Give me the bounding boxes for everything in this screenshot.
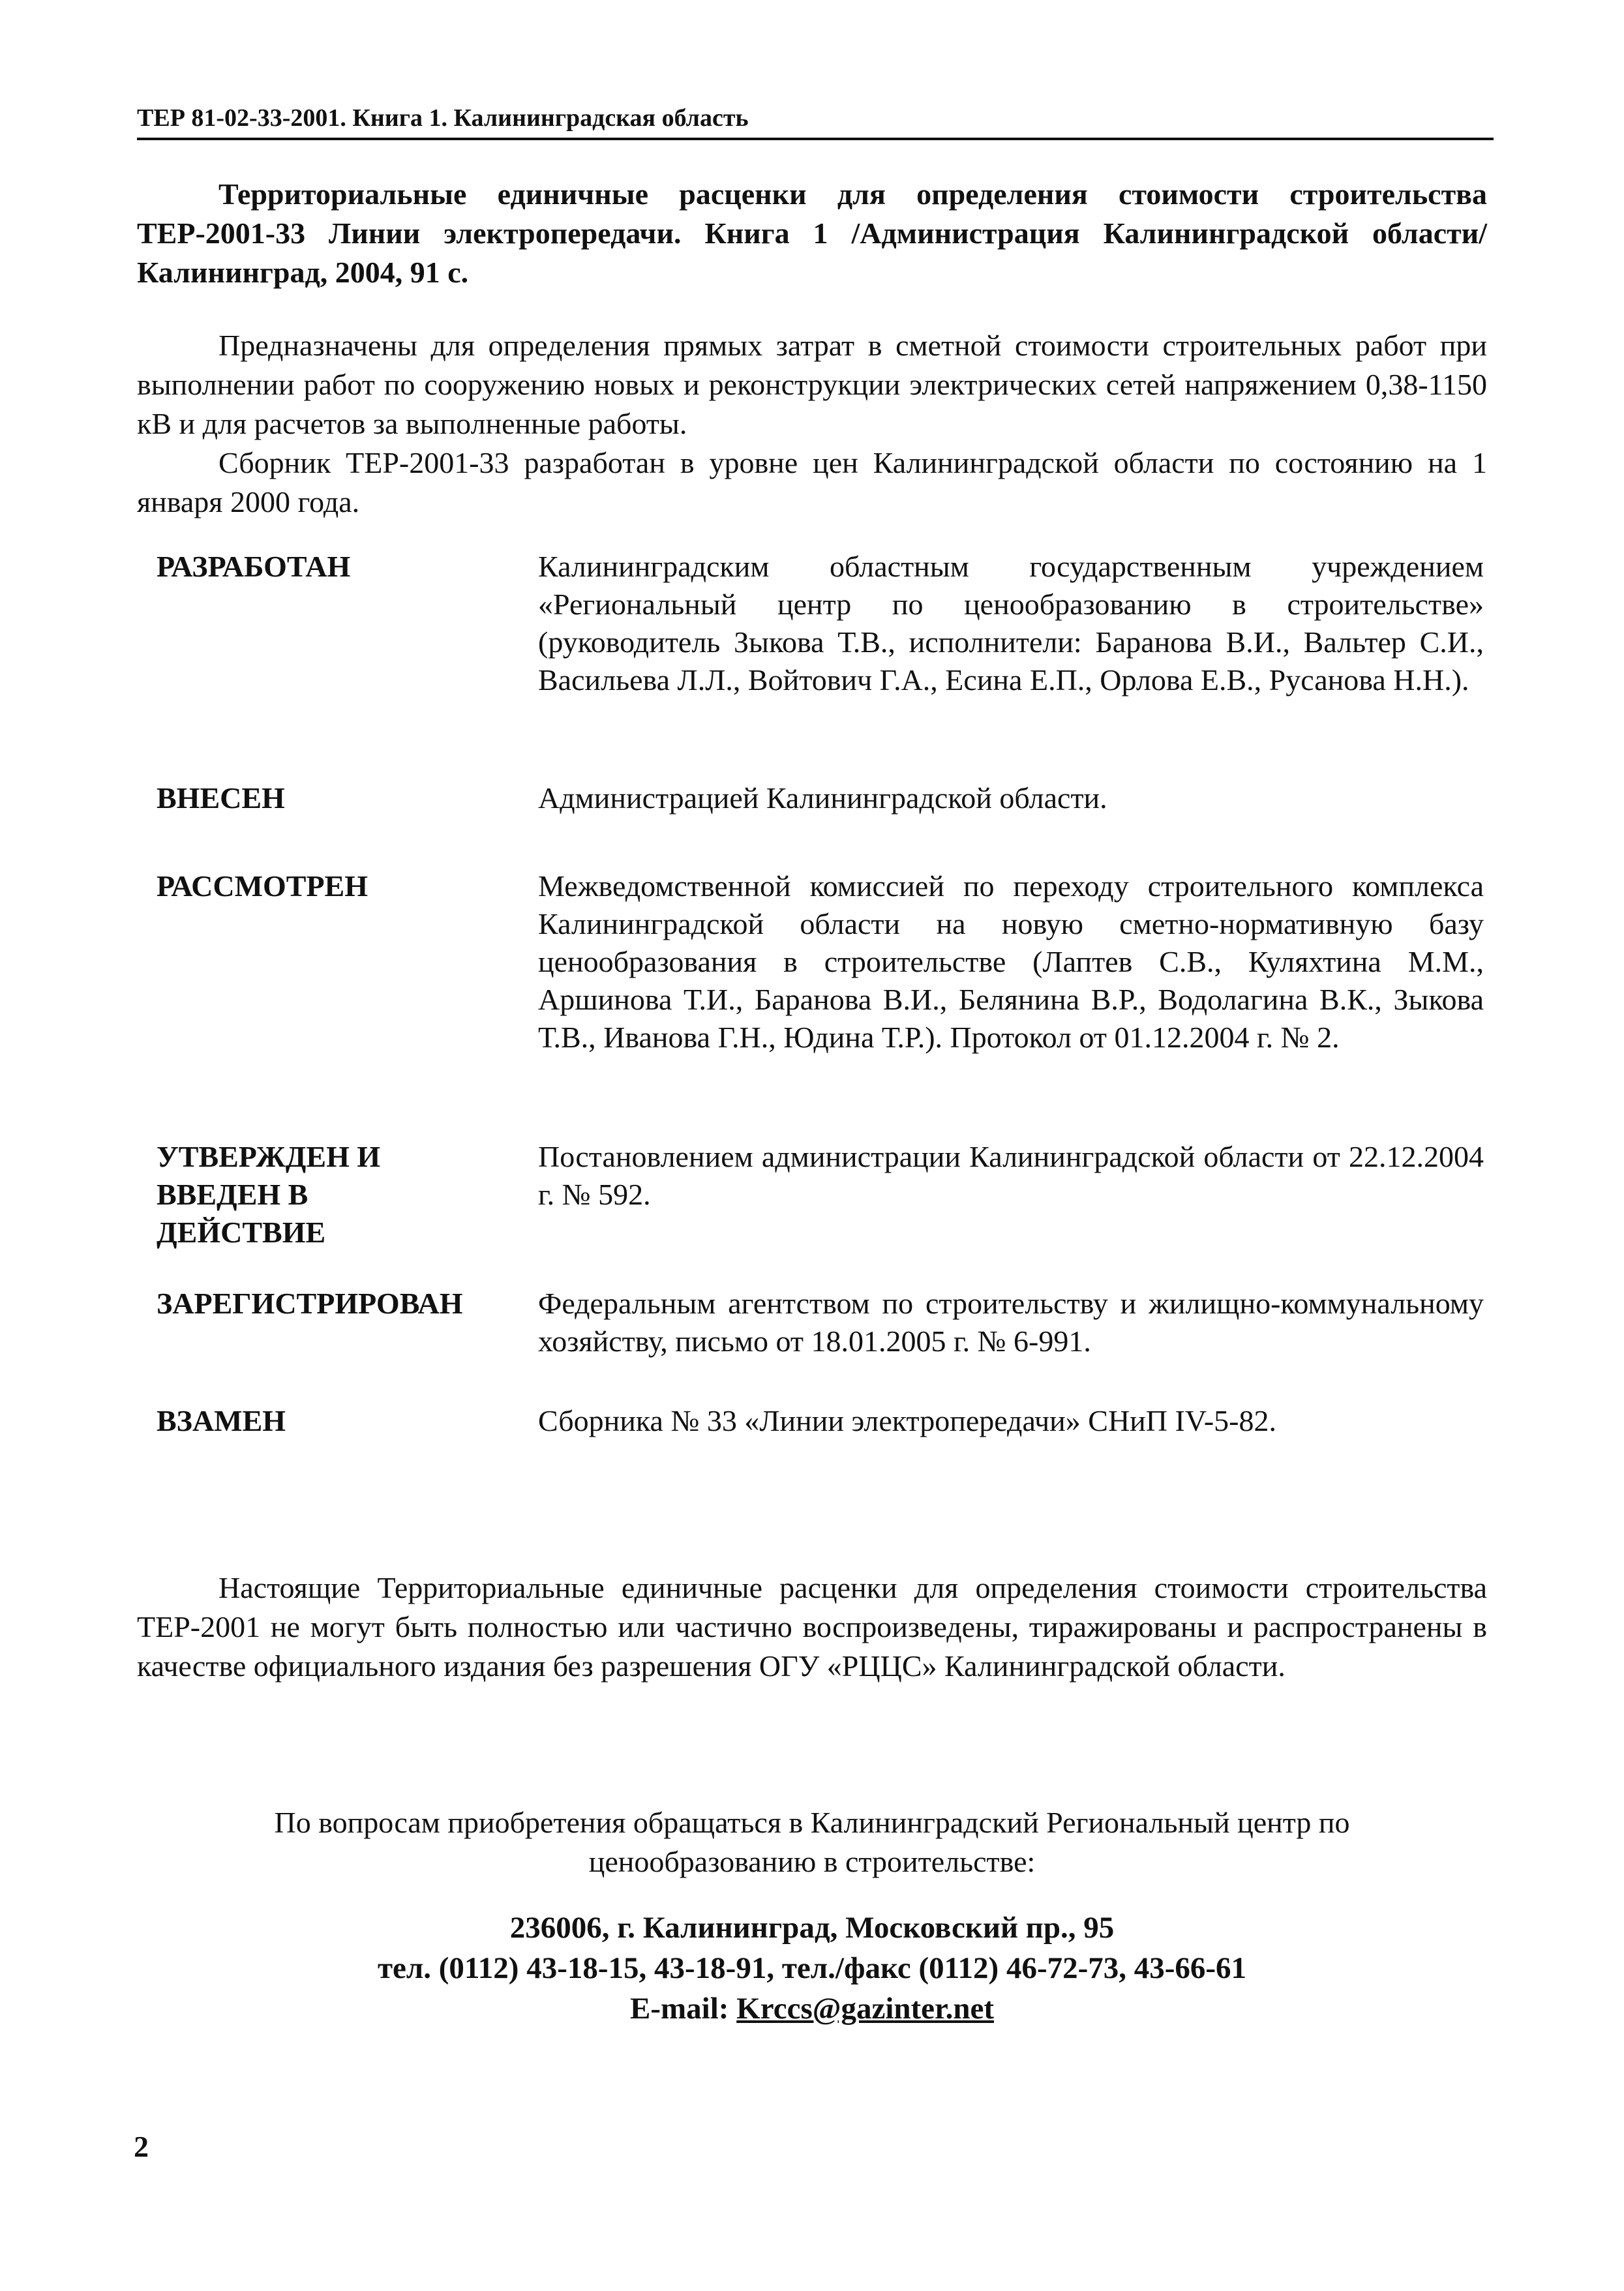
copyright-notice: Настоящие Территориальные единичные расценки для определения стоимости строительства ТЕР-2001 не могут быть полностью или частично воспроизведены, тиражированы и распространены в качестве официального издания без разрешения ОГУ «РЦЦС» Калининградской области.	[137, 1571, 1487, 1683]
credit-label-replaces: ВЗАМЕН	[157, 1404, 286, 1437]
contact-intro-line2: ценообразованию в строительстве:	[588, 1845, 1036, 1878]
credit-label-approved-line1: УТВЕРЖДЕН И	[157, 1140, 381, 1173]
credit-value-developed: Калининградским областным государственным учреждением «Региональный центр по ценообразованию в строительстве» (руководитель Зыкова Т.В., исполнители: Баранова В.И., Вальтер С.И., Васильева Л.Л., Войтович Г.А., Есина Е.П., Орлова Е.В., Русанова Н.Н.).	[538, 550, 1484, 696]
contact-intro-line1: По вопросам приобретения обращаться в Калининградский Региональный центр по	[274, 1806, 1350, 1839]
credit-label-approved-line2: ВВЕДЕН В	[157, 1178, 308, 1211]
credit-value-submitted: Администрацией Калининградской области.	[538, 781, 1107, 815]
email-link[interactable]: Krccs@gazinter.net	[736, 1992, 994, 2026]
credit-label-approved	[157, 1138, 522, 1251]
email-label: E-mail:	[630, 1992, 737, 2026]
contact-address: 236006, г. Калининград, Московский пр., 95	[509, 1911, 1115, 1945]
credit-label-registered: ЗАРЕГИСТРИРОВАН	[157, 1287, 463, 1320]
credit-label-developed: РАЗРАБОТАН	[157, 550, 351, 583]
contact-email-line	[137, 1988, 1487, 2029]
credit-value-replaces: Сборника № 33 «Линии электропередачи» СНиП IV-5-82.	[538, 1404, 1276, 1437]
document-title-paragraph: Территориальные единичные расценки для определения стоимости строительства ТЕР-2001-33 Линии электропередачи. Книга 1 /Администрация Калининградской области/ Калининград, 2004, 91 с.	[137, 177, 1487, 289]
purpose-paragraph: Предназначены для определения прямых затрат в сметной стоимости строительных работ при выполнении работ по сооружению новых и реконструкции электрических сетей напряжением 0,38-1150 кВ и для расчетов за выполненные работы.	[137, 329, 1487, 440]
credit-label-reviewed: РАССМОТРЕН	[157, 869, 368, 903]
credit-value-reviewed: Межведомственной комиссией по переходу строительного комплекса Калининградской области на новую сметно-нормативную базу ценообразования в строительстве (Лаптев С.В., Куляхтина М.М., Аршинова Т.И., Баранова В.И., Белянина В.Р., Водолагина В.К., Зыкова Т.В., Иванова Г.Н., Юдина Т.Р.). Протокол от 01.12.2004 г. № 2.	[538, 869, 1484, 1054]
contact-phones: тел. (0112) 43-18-15, 43-18-91, тел./факс (0112) 46-72-73, 43-66-61	[377, 1951, 1247, 1985]
contact-intro	[137, 1803, 1487, 1881]
price-level-paragraph: Сборник ТЕР-2001-33 разработан в уровне цен Калининградской области по состоянию на 1 января 2000 года.	[137, 446, 1487, 518]
credit-value-approved: Постановлением администрации Калининградской области от 22.12.2004 г. № 592.	[538, 1140, 1484, 1211]
page-number: 2	[134, 2130, 149, 2163]
credit-value-registered: Федеральным агентством по строительству и жилищно-коммунальному хозяйству, письмо от 18.01.2005 г. № 6-991.	[538, 1287, 1484, 1358]
credit-label-submitted: ВНЕСЕН	[157, 781, 285, 815]
credit-label-approved-line3: ДЕЙСТВИЕ	[157, 1216, 326, 1249]
running-header: ТЕР 81-02-33-2001. Книга 1. Калининградская область	[137, 101, 1494, 140]
